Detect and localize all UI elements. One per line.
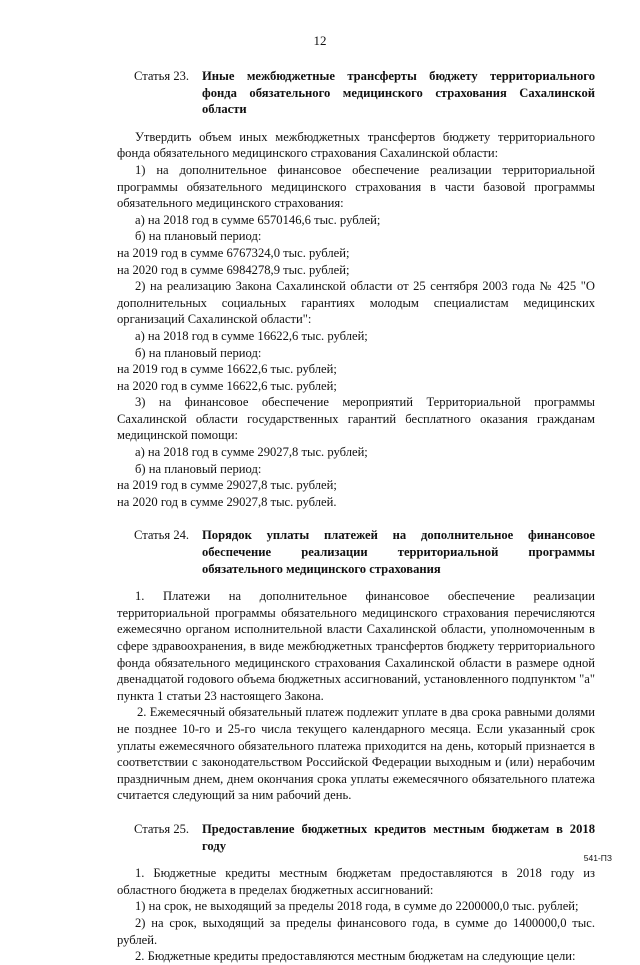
article-23-subitem: а) на 2018 год в сумме 6570146,6 тыс. рублей; [135, 212, 381, 227]
document-code: 541-ПЗ [583, 853, 612, 864]
article-23-line: на 2020 год в сумме 16622,6 тыс. рублей; [117, 378, 337, 393]
article-24-title: Порядок уплаты платежей на дополнительное финансовое обеспечение реализации территориальной программы обязательного медицинского страхования [202, 528, 595, 576]
article-23-item-3: 3) на финансовое обеспечение мероприятий Территориальной программы Сахалинской области государственных гарантий бесплатного оказания гражданам медицинской помощи: [117, 395, 595, 443]
article-23-subitem: б) на плановый период: [135, 229, 262, 244]
spacer [117, 510, 595, 527]
article-24-paragraph-2: 2. Ежемесячный обязательный платеж подлежит уплате в два срока равными долями не позднее 10-го и 25-го числа текущего календарного месяца. Если указанный срок уплаты ежемесячного обязательного платежа приходится на день, который признается в соответствии с законодательством Российской Федерации выходным и (или) нерабочим праздничным днем, днем окончания срока уплаты ежемесячного обязательного платежа считается следующий за ним рабочий день. [117, 705, 595, 803]
article-23-paragraph: Утвердить объем иных межбюджетных трансфертов бюджету территориального фонда обязательного медицинского страхования Сахалинской области: [117, 129, 595, 161]
document-body [117, 68, 595, 965]
article-25-paragraph-2: 2. Бюджетные кредиты предоставляются местным бюджетам на следующие цели: [135, 949, 576, 964]
article-23-subitem: а) на 2018 год в сумме 16622,6 тыс. рублей; [135, 328, 368, 343]
article-23-heading [117, 68, 595, 118]
article-23-subitem: а) на 2018 год в сумме 29027,8 тыс. рублей; [135, 445, 368, 460]
article-25-paragraph-1: 1. Бюджетные кредиты местным бюджетам предоставляются в 2018 году из областного бюджета в пределах бюджетных ассигнований: [117, 866, 595, 897]
article-23-line: на 2020 год в сумме 6984278,9 тыс. рублей; [117, 262, 350, 277]
article-23-line: на 2020 год в сумме 29027,8 тыс. рублей. [117, 494, 337, 509]
article-25-item-1: 1) на срок, не выходящий за пределы 2018 года, в сумме до 2200000,0 тыс. рублей; [135, 899, 579, 914]
page-number: 12 [313, 33, 327, 48]
article-24-label: Статья 24. [134, 528, 190, 543]
article-23-line: на 2019 год в сумме 16622,6 тыс. рублей; [117, 362, 337, 377]
article-23-item-2: 2) на реализацию Закона Сахалинской области от 25 сентября 2003 года № 425 "О дополнительных социальных гарантиях молодым специалистам медицинских организаций Сахалинской области": [117, 279, 595, 327]
article-25-title: Предоставление бюджетных кредитов местным бюджетам в 2018 году [202, 821, 595, 853]
article-23-line: на 2019 год в сумме 29027,8 тыс. рублей; [117, 478, 337, 493]
article-25-heading [117, 821, 595, 854]
article-23-subitem: б) на плановый период: [135, 345, 262, 360]
article-23-title: Иные межбюджетные трансферты бюджету территориального фонда обязательного медицинского страхования Сахалинской области [202, 69, 595, 117]
article-23-item-1: 1) на дополнительное финансовое обеспечение реализации территориальной программы обязательного медицинского страхования в части базовой программы обязательного медицинского страхования: [117, 162, 595, 211]
article-25-item-2: 2) на срок, выходящий за пределы финансового года, в сумме до 1400000,0 тыс. рублей. [117, 915, 595, 947]
spacer [117, 804, 595, 821]
article-23-subitem: б) на плановый период: [135, 461, 262, 476]
article-24-heading [117, 527, 595, 577]
article-25-label: Статья 25. [134, 821, 190, 836]
article-23-label: Статья 23. [134, 69, 190, 83]
article-24-paragraph-1: 1. Платежи на дополнительное финансовое обеспечение реализации территориальной программы обязательного медицинского страхования перечисляются ежемесячно органом исполнительной власти Сахалинской области, уполномоченным в сфере здравоохранения, в виде межбюджетных трансфертов бюджету территориального фонда обязательного медицинского страхования Сахалинской области в размере одной двенадцатой годового объема бюджетных ассигнований, установленного подпунктом "а" пункта 1 статьи 23 настоящего Закона. [117, 589, 595, 703]
article-23-line: на 2019 год в сумме 6767324,0 тыс. рублей; [117, 245, 350, 260]
